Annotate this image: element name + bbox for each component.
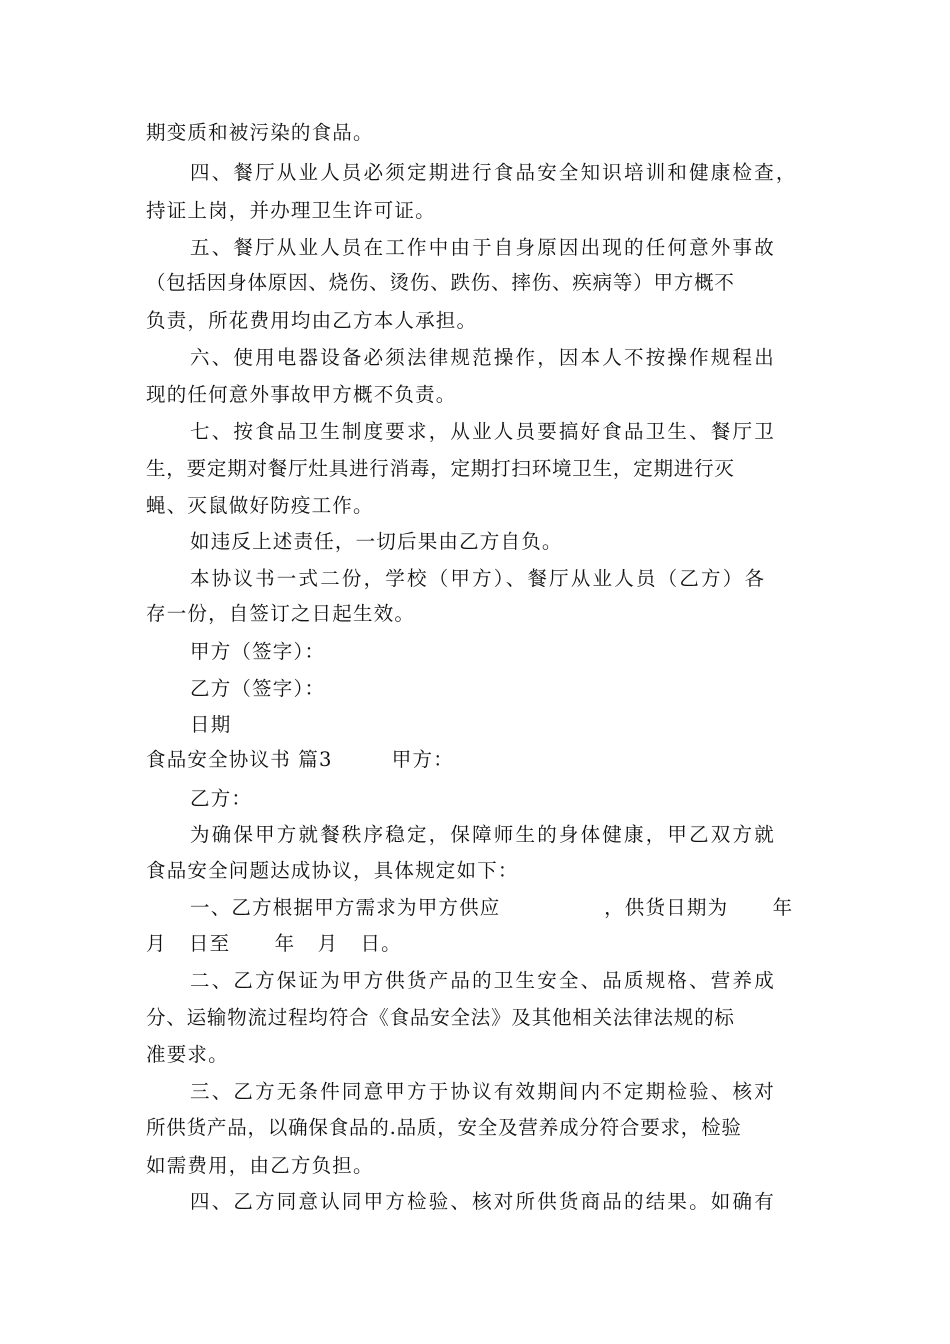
paragraph-line: 本协议书一式二份，学校（甲方）、餐厅从业人员（乙方）各 bbox=[190, 567, 767, 590]
paragraph-line: 持证上岗，并办理卫生许可证。 bbox=[146, 199, 436, 222]
signature-line-party-a: 甲方（签字）： bbox=[190, 640, 326, 663]
paragraph-line: 存一份，自签订之日起生效。 bbox=[146, 602, 416, 625]
paragraph-line: 三、乙方无条件同意甲方于协议有效期间内不定期检验、核对 bbox=[190, 1080, 776, 1103]
paragraph-line: （包括因身体原因、烧伤、烫伤、跌伤、摔伤、疾病等）甲方概不 bbox=[146, 271, 735, 294]
paragraph-line: 六、使用电器设备必须法律规范操作，因本人不按操作规程出 bbox=[190, 346, 776, 369]
paragraph-line: 分、运输物流过程均符合《食品安全法》及其他相关法律法规的标 bbox=[146, 1006, 735, 1029]
paragraph-line: 生，要定期对餐厅灶具进行消毒，定期打扫环境卫生，定期进行灭 bbox=[146, 457, 735, 480]
paragraph-line: 一、乙方根据甲方需求为甲方供应 ，供货日期为 年 bbox=[190, 896, 794, 919]
paragraph-line: 月 日至 年 月 日。 bbox=[146, 932, 402, 955]
paragraph-line: 如需费用，由乙方负担。 bbox=[146, 1154, 374, 1177]
paragraph-line: 所供货产品，以确保食品的.品质，安全及营养成分符合要求，检验 bbox=[146, 1116, 742, 1139]
paragraph-line: 为确保甲方就餐秩序稳定，保障师生的身体健康，甲乙双方就 bbox=[190, 823, 776, 846]
paragraph-line: 现的任何意外事故甲方概不负责。 bbox=[146, 383, 457, 406]
paragraph-line: 如违反上述责任，一切后果由乙方自负。 bbox=[190, 530, 563, 553]
paragraph-line: 七、按食品卫生制度要求，从业人员要搞好食品卫生、餐厅卫 bbox=[190, 420, 776, 443]
paragraph-line: 乙方： bbox=[190, 787, 253, 810]
paragraph-line: 期变质和被污染的食品。 bbox=[146, 121, 374, 144]
paragraph-line: 五、餐厅从业人员在工作中由于自身原因出现的任何意外事故 bbox=[190, 236, 776, 259]
paragraph-line: 四、乙方同意认同甲方检验、核对所供货商品的结果。如确有 bbox=[190, 1190, 776, 1213]
paragraph-line: 二、乙方保证为甲方供货产品的卫生安全、品质规格、营养成 bbox=[190, 969, 776, 992]
paragraph-line: 四、餐厅从业人员必须定期进行食品安全知识培训和健康检查， bbox=[190, 161, 798, 184]
paragraph-line: 准要求。 bbox=[146, 1043, 229, 1066]
paragraph-line: 负责，所花费用均由乙方本人承担。 bbox=[146, 309, 478, 332]
date-line: 日期 bbox=[190, 713, 232, 736]
signature-line-party-b: 乙方（签字）： bbox=[190, 677, 326, 700]
section-heading: 食品安全协议书 篇3 甲方： bbox=[146, 748, 454, 771]
paragraph-line: 蝇、灭鼠做好防疫工作。 bbox=[146, 494, 374, 517]
paragraph-line: 食品安全问题达成协议，具体规定如下： bbox=[146, 859, 519, 882]
